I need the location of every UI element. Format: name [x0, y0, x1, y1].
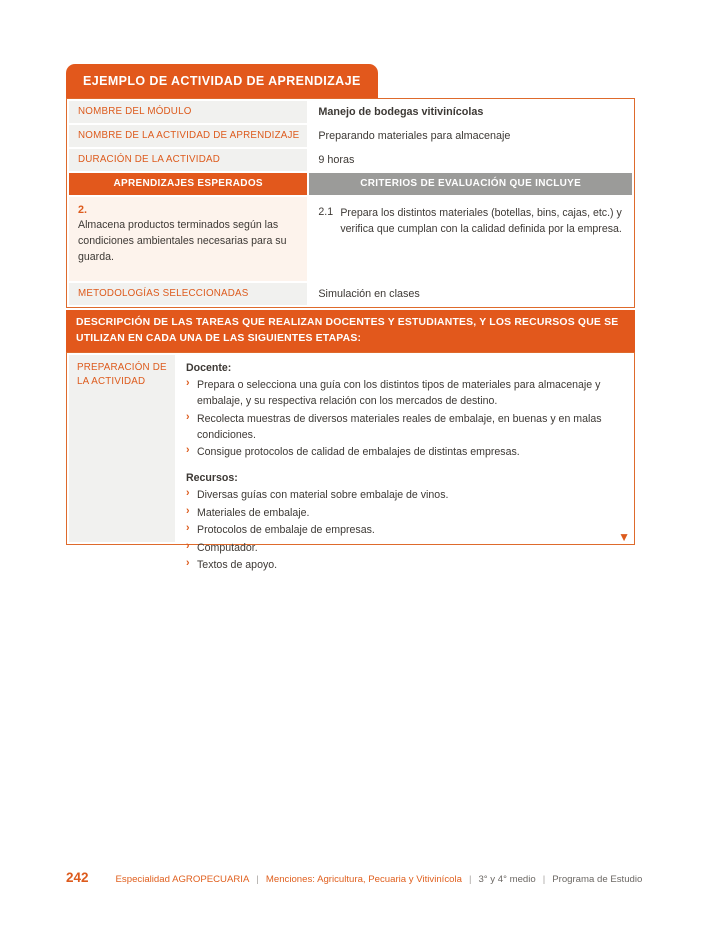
list-item-text: Protocolos de embalaje de empresas.	[197, 524, 375, 537]
tasks-description-banner: DESCRIPCIÓN DE LAS TAREAS QUE REALIZAN DOCENTES Y ESTUDIANTES, Y LOS RECURSOS QUE SE UTILIZAN EN CADA UNA DE LAS SIGUIENTES ETAPAS:	[66, 310, 635, 352]
list-item-text: Textos de apoyo.	[197, 559, 278, 572]
list-item	[186, 540, 622, 556]
bullet-chevron-icon: ›	[186, 377, 190, 389]
module-name-label: NOMBRE DEL MÓDULO	[69, 101, 307, 123]
table-row	[69, 149, 632, 171]
list-item	[186, 411, 622, 443]
list-item-text: Computador.	[197, 541, 258, 554]
list-item-text: Prepara o selecciona una guía con los distintos tipos de materiales para almacenaje y embalaje, y su respectiva relación con los mercados de destino.	[197, 379, 601, 408]
preparation-table	[66, 352, 635, 572]
list-item	[186, 487, 622, 503]
criteria-text: Prepara los distintos materiales (botellas, bins, cajas, etc.) y verifica que cumplan con la calidad definida por la empresa.	[340, 207, 622, 235]
bullet-chevron-icon: ›	[186, 504, 190, 517]
evaluation-criteria-header: CRITERIOS DE EVALUACIÓN QUE INCLUYE	[309, 173, 632, 195]
continuation-arrow-icon: ▼	[618, 530, 630, 544]
duration-label: DURACIÓN DE LA ACTIVIDAD	[69, 149, 307, 171]
table-row	[69, 197, 632, 281]
footer-mentions: Menciones: Agricultura, Pecuaria y Vitivinícola	[265, 874, 462, 885]
preparation-content	[175, 355, 632, 572]
learning-text: Almacena productos terminados según las condiciones ambientales necesarias para su guarda.	[78, 219, 287, 263]
bullet-chevron-icon: ›	[186, 444, 190, 457]
bullet-chevron-icon: ›	[186, 539, 190, 552]
page-title: EJEMPLO DE ACTIVIDAD DE APRENDIZAJE	[66, 64, 378, 98]
list-item	[186, 522, 622, 538]
bullet-chevron-icon: ›	[186, 486, 190, 499]
activity-name-value: Preparando materiales para almacenaje	[309, 125, 632, 147]
table-row	[69, 125, 632, 147]
expected-learnings-header: APRENDIZAJES ESPERADOS	[69, 173, 307, 195]
list-item-text: Recolecta muestras de diversos materiales reales de embalaje, en buenas y en malas condiciones.	[197, 412, 602, 441]
teacher-section-heading: Docente:	[186, 362, 232, 374]
list-item	[186, 505, 622, 521]
page-number: 242	[66, 870, 89, 885]
preparation-stage-label: PREPARACIÓN DE LA ACTIVIDAD	[69, 355, 175, 542]
learning-number: 2.	[78, 204, 88, 216]
list-item	[186, 557, 622, 573]
criteria-number: 2.1	[318, 206, 334, 218]
footer-separator: |	[468, 874, 472, 885]
footer-specialty: Especialidad AGROPECUARIA	[115, 874, 250, 885]
resources-section-heading: Recursos:	[186, 471, 238, 484]
list-item-text: Consigue protocolos de calidad de embalajes de distintas empresas.	[197, 446, 520, 459]
list-item-text: Diversas guías con material sobre embalaje de vinos.	[197, 488, 449, 501]
bullet-chevron-icon: ›	[186, 522, 190, 535]
footer-separator: |	[542, 874, 546, 885]
list-item	[186, 377, 622, 409]
footer-program: Programa de Estudio	[552, 874, 643, 885]
page-footer	[66, 870, 656, 885]
bullet-chevron-icon: ›	[186, 410, 190, 423]
methodology-label: METODOLOGÍAS SELECCIONADAS	[69, 283, 307, 305]
list-item-text: Materiales de embalaje.	[197, 506, 310, 519]
table-row	[69, 283, 632, 305]
activity-name-label: NOMBRE DE LA ACTIVIDAD DE APRENDIZAJE	[69, 125, 307, 147]
evaluation-criteria-cell	[309, 197, 632, 281]
expected-learning-cell	[69, 197, 307, 281]
footer-grade: 3° y 4° medio	[478, 874, 536, 885]
table-header-row	[69, 173, 632, 195]
module-name-value: Manejo de bodegas vitivinícolas	[309, 101, 632, 123]
activity-info-table	[66, 98, 635, 308]
duration-value: 9 horas	[309, 149, 632, 171]
methodology-value: Simulación en clases	[309, 283, 632, 305]
footer-separator: |	[256, 874, 259, 885]
list-item	[186, 444, 622, 460]
bullet-chevron-icon: ›	[186, 557, 190, 570]
table-row	[69, 101, 632, 123]
